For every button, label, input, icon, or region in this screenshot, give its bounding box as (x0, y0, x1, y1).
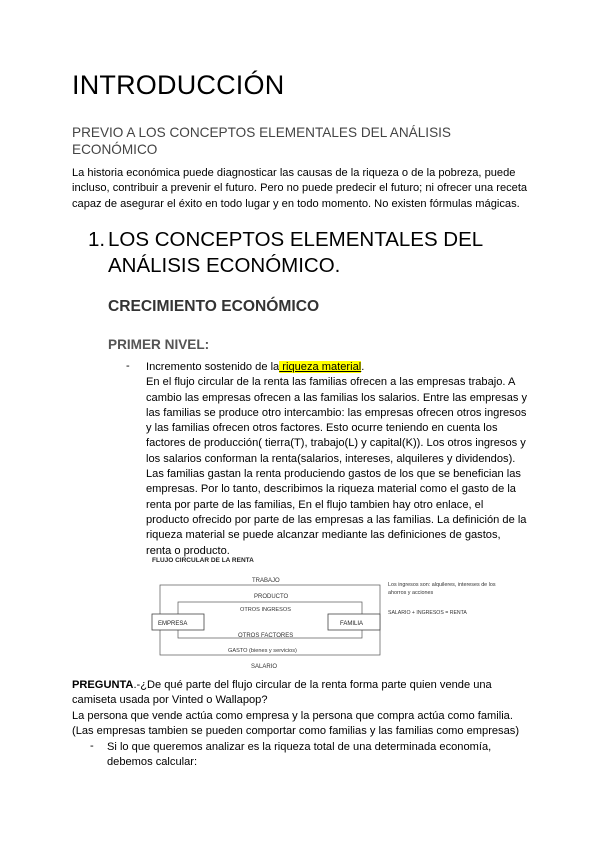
highlighted-term: riqueza material (279, 361, 362, 373)
section-title-line: ANÁLISIS ECONÓMICO. (108, 254, 341, 277)
pregunta-block (72, 678, 542, 739)
circular-flow-diagram (148, 552, 540, 672)
bullet-line: debemos calcular: (107, 756, 198, 769)
section-number: 1. (88, 228, 106, 251)
label-empresa: EMPRESA (158, 621, 188, 627)
bullet-line: Si lo que queremos analizar es la riqueza total de una determinada economía, (107, 741, 492, 753)
bullet-line: renta por parte de las familias, En el flujo tambien hay otro enlace, el (146, 498, 484, 511)
circular-flow-figure (148, 552, 540, 672)
bullet-lead (146, 360, 536, 375)
label-producto: PRODUCTO (254, 594, 289, 600)
bullet-line: producto ofrecido por parte de las empresas a las familias. La definición de la (146, 513, 527, 526)
intro-line: incluso, contribuir a prevenir el futuro. Pero no puede predecir el futuro; ni ofrecer una receta (72, 182, 528, 195)
intro-line: La historia económica puede diagnosticar las causas de la riqueza o de la pobreza, puede (72, 167, 516, 179)
bullet-line: factores de producción( tierra(T), trabajo(L) y capital(K)). Los otros ingresos y (146, 437, 526, 450)
label-familia: FAMILIA (340, 621, 364, 627)
intro-line: capaz de asegurar el éxito en todo lugar y en todo momento. No existen fórmulas mágicas. (72, 197, 520, 210)
figure-note: ahorros y acciones (388, 590, 434, 596)
pregunta-label: PREGUNTA (72, 679, 134, 691)
figure-note: Los ingresos son: alquileres, intereses de los (388, 582, 496, 588)
page-title: INTRODUCCIÓN (72, 70, 285, 100)
bullet-dash: - (90, 740, 94, 752)
figure-heading: FLUJO CIRCULAR DE LA RENTA (152, 557, 254, 564)
intro-paragraph (72, 166, 542, 212)
bullet-lead-text: Incremento sostenido de la (146, 361, 280, 373)
label-salario: SALARIO (251, 664, 278, 670)
label-gasto: GASTO (bienes y servicios) (228, 648, 297, 654)
subsection-heading: CRECIMIENTO ECONÓMICO (108, 298, 320, 315)
label-otros-ingresos: OTROS INGRESOS (240, 607, 291, 613)
section-title (108, 227, 528, 279)
bullet-line: cambio las empresas ofrecen a las familias los salarios. Entre las empresas y (146, 391, 528, 404)
bullet-dash: - (126, 360, 130, 372)
bullet-line: Las familias gastan la renta produciendo gastos de los que se benefician las (146, 468, 521, 481)
bullet-line: y las familias ofrecen otros factores. Esto ocurre teniendo en cuenta los (146, 422, 498, 435)
answer-line: La persona que vende actúa como empresa y la persona que compra actúa como familia. (72, 709, 513, 722)
subsubsection-heading: PRIMER NIVEL: (108, 337, 210, 352)
bullet-line: los salarios conforman la renta(salarios, intereses, alquileres y dividendos). (146, 452, 516, 465)
bullet-line: En el flujo circular de la renta las familias ofrecen a las empresas trabajo. A (146, 376, 516, 389)
section-title-line: LOS CONCEPTOS ELEMENTALES DEL (108, 228, 484, 251)
subtitle: PREVIO A LOS CONCEPTOS ELEMENTALES DEL ANÁLISIS ECONÓMICO (72, 125, 451, 157)
label-trabajo: TRABAJO (252, 578, 280, 584)
pregunta-text: .-¿De qué parte del flujo circular de la renta forma parte quien vende una (133, 679, 492, 691)
pregunta-line (72, 678, 542, 693)
bullet-lead-end: . (361, 361, 365, 373)
answer-line: (Las empresas tambien se pueden comportar como familias y las familias como empresas) (72, 724, 520, 737)
label-otros-factores: OTROS FACTORES (238, 633, 294, 639)
section-heading-1 (88, 227, 548, 283)
bullet-line: riqueza material se puede alcanzar mediante las definiciones de gastos, (146, 529, 501, 542)
bullet-line: las familias se produce otro intercambio: las empresas ofrecen otros ingresos (146, 406, 527, 419)
pregunta-line: camiseta usada por Vinted o Wallapop? (72, 694, 268, 707)
bullet-line: empresas. Por lo tanto, describimos la riqueza material como el gasto de la (146, 483, 516, 496)
bullet-line: renta o producto. (146, 544, 230, 557)
figure-formula: SALARIO + INGRESOS = RENTA (388, 610, 467, 616)
